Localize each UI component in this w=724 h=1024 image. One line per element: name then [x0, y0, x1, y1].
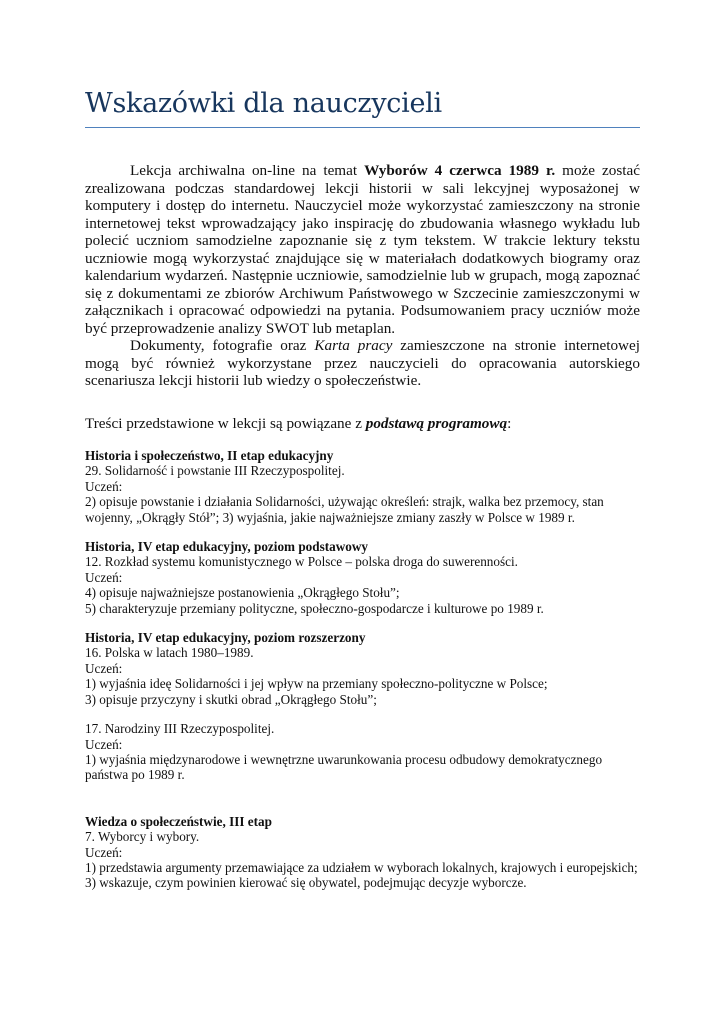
curriculum-section [85, 448, 640, 525]
section-heading: Wiedza o społeczeństwie, III etap [85, 813, 272, 829]
intro-p1-bold: Wyborów 4 czerwca 1989 r. [364, 162, 556, 179]
curriculum-section [85, 814, 640, 891]
intro-p2-text-rest: zamieszczone na stronie internetowej mogą być również wykorzystane przez nauczycieli do opracowania autorskiego scenariusza lekcji historii lub wiedzy o społeczeństwie. [85, 337, 640, 389]
curriculum-intro-colon: : [507, 415, 512, 432]
title-underline [85, 127, 640, 128]
section-line: 7. Wyborcy i wybory. [85, 829, 200, 845]
intro-p2-text: Dokumenty, fotografie oraz [130, 337, 315, 354]
intro-paragraph-1 [85, 162, 640, 337]
section-line: 1) wyjaśnia ideę Solidarności i jej wpływ na przemiany społeczno-polityczne w Polsce; [85, 676, 548, 692]
intro-p1-text-rest: może zostać zrealizowana podczas standardowej lekcji historii w sali lekcyjnej wyposażonej w komputery i dostęp do internetu. Nauczyciel może wykorzystać zamieszczony na stronie internetowej tekst wprowadzający jako inspirację do zbudowania własnego wykładu lub polecić uczniom samodzielne zapoznanie się z tym tekstem. W trakcie lektury tekstu uczniowie mogą wykorzystać znajdujące się w materiałach dodatkowych biogramy oraz kalendarium wydarzeń. Następnie uczniowie, samodzielnie lub w grupach, mogą zapoznać się z dokumentami ze zbiorów Archiwum Państwowego w Szczecinie zamieszczonymi w załącznikach i opracować odpowiedzi na pytania. Podsumowaniem pracy uczniów może być przeprowadzenie analizy SWOT lub metaplan. [85, 162, 640, 337]
page-title: Wskazówki dla nauczycieli [85, 88, 442, 119]
section-line: Uczeń: [85, 478, 123, 494]
section-line: 17. Narodziny III Rzeczypospolitej. [85, 721, 275, 737]
section-line: Uczeń: [85, 844, 123, 860]
intro-text [85, 162, 640, 390]
section-line: 1) przedstawia argumenty przemawiające za udziałem w wyborach lokalnych, krajowych i europejskich; [85, 859, 638, 875]
curriculum-intro-emphasis: podstawą programową [365, 415, 508, 432]
section-line: Uczeń: [85, 660, 123, 676]
section-heading: Historia, IV etap edukacyjny, poziom podstawowy [85, 539, 368, 555]
intro-paragraph-2 [85, 337, 640, 390]
intro-p2-italic: Karta pracy [314, 337, 393, 354]
curriculum-intro [85, 415, 511, 433]
section-line: 16. Polska w latach 1980–1989. [85, 645, 254, 661]
section-line: 3) opisuje przyczyny i skutki obrad „Okrągłego Stołu”; [85, 691, 377, 707]
curriculum-section [85, 539, 640, 616]
section-line: 4) opisuje najważniejsze postanowienia „Okrągłego Stołu”; [85, 585, 400, 601]
section-line: Uczeń: [85, 736, 123, 752]
section-heading: Historia, IV etap edukacyjny, poziom rozszerzony [85, 630, 366, 646]
section-line: 2) opisuje powstanie i działania Solidarności, używając określeń: strajk, walka bez przemocy, stan wojenny, „Okrągły Stół”; 3) wyjaśnia, jakie najważniejsze zmiany zaszły w Polsce w 1989 r. [85, 494, 604, 525]
section-heading: Historia i społeczeństwo, II etap edukacyjny [85, 448, 334, 463]
section-line: 29. Solidarność i powstanie III Rzeczypospolitej. [85, 463, 345, 479]
section-line: 12. Rozkład systemu komunistycznego w Polsce – polska droga do suwerenności. [85, 554, 518, 570]
section-line: 3) wskazuje, czym powinien kierować się obywatel, podejmując decyzje wyborcze. [85, 875, 527, 891]
curriculum-intro-text: Treści przedstawione w lekcji są powiązane z [85, 415, 366, 432]
curriculum-sections [85, 448, 640, 891]
intro-p1-text: Lekcja archiwalna on-line na temat [130, 162, 365, 179]
section-line: Uczeń: [85, 569, 123, 585]
section-line: 1) wyjaśnia międzynarodowe i wewnętrzne uwarunkowania procesu odbudowy demokratycznego państwa po 1989 r. [85, 751, 603, 783]
curriculum-section [85, 630, 640, 783]
section-line: 5) charakteryzuje przemiany polityczne, społeczno-gospodarcze i kulturowe po 1989 r. [85, 600, 544, 616]
